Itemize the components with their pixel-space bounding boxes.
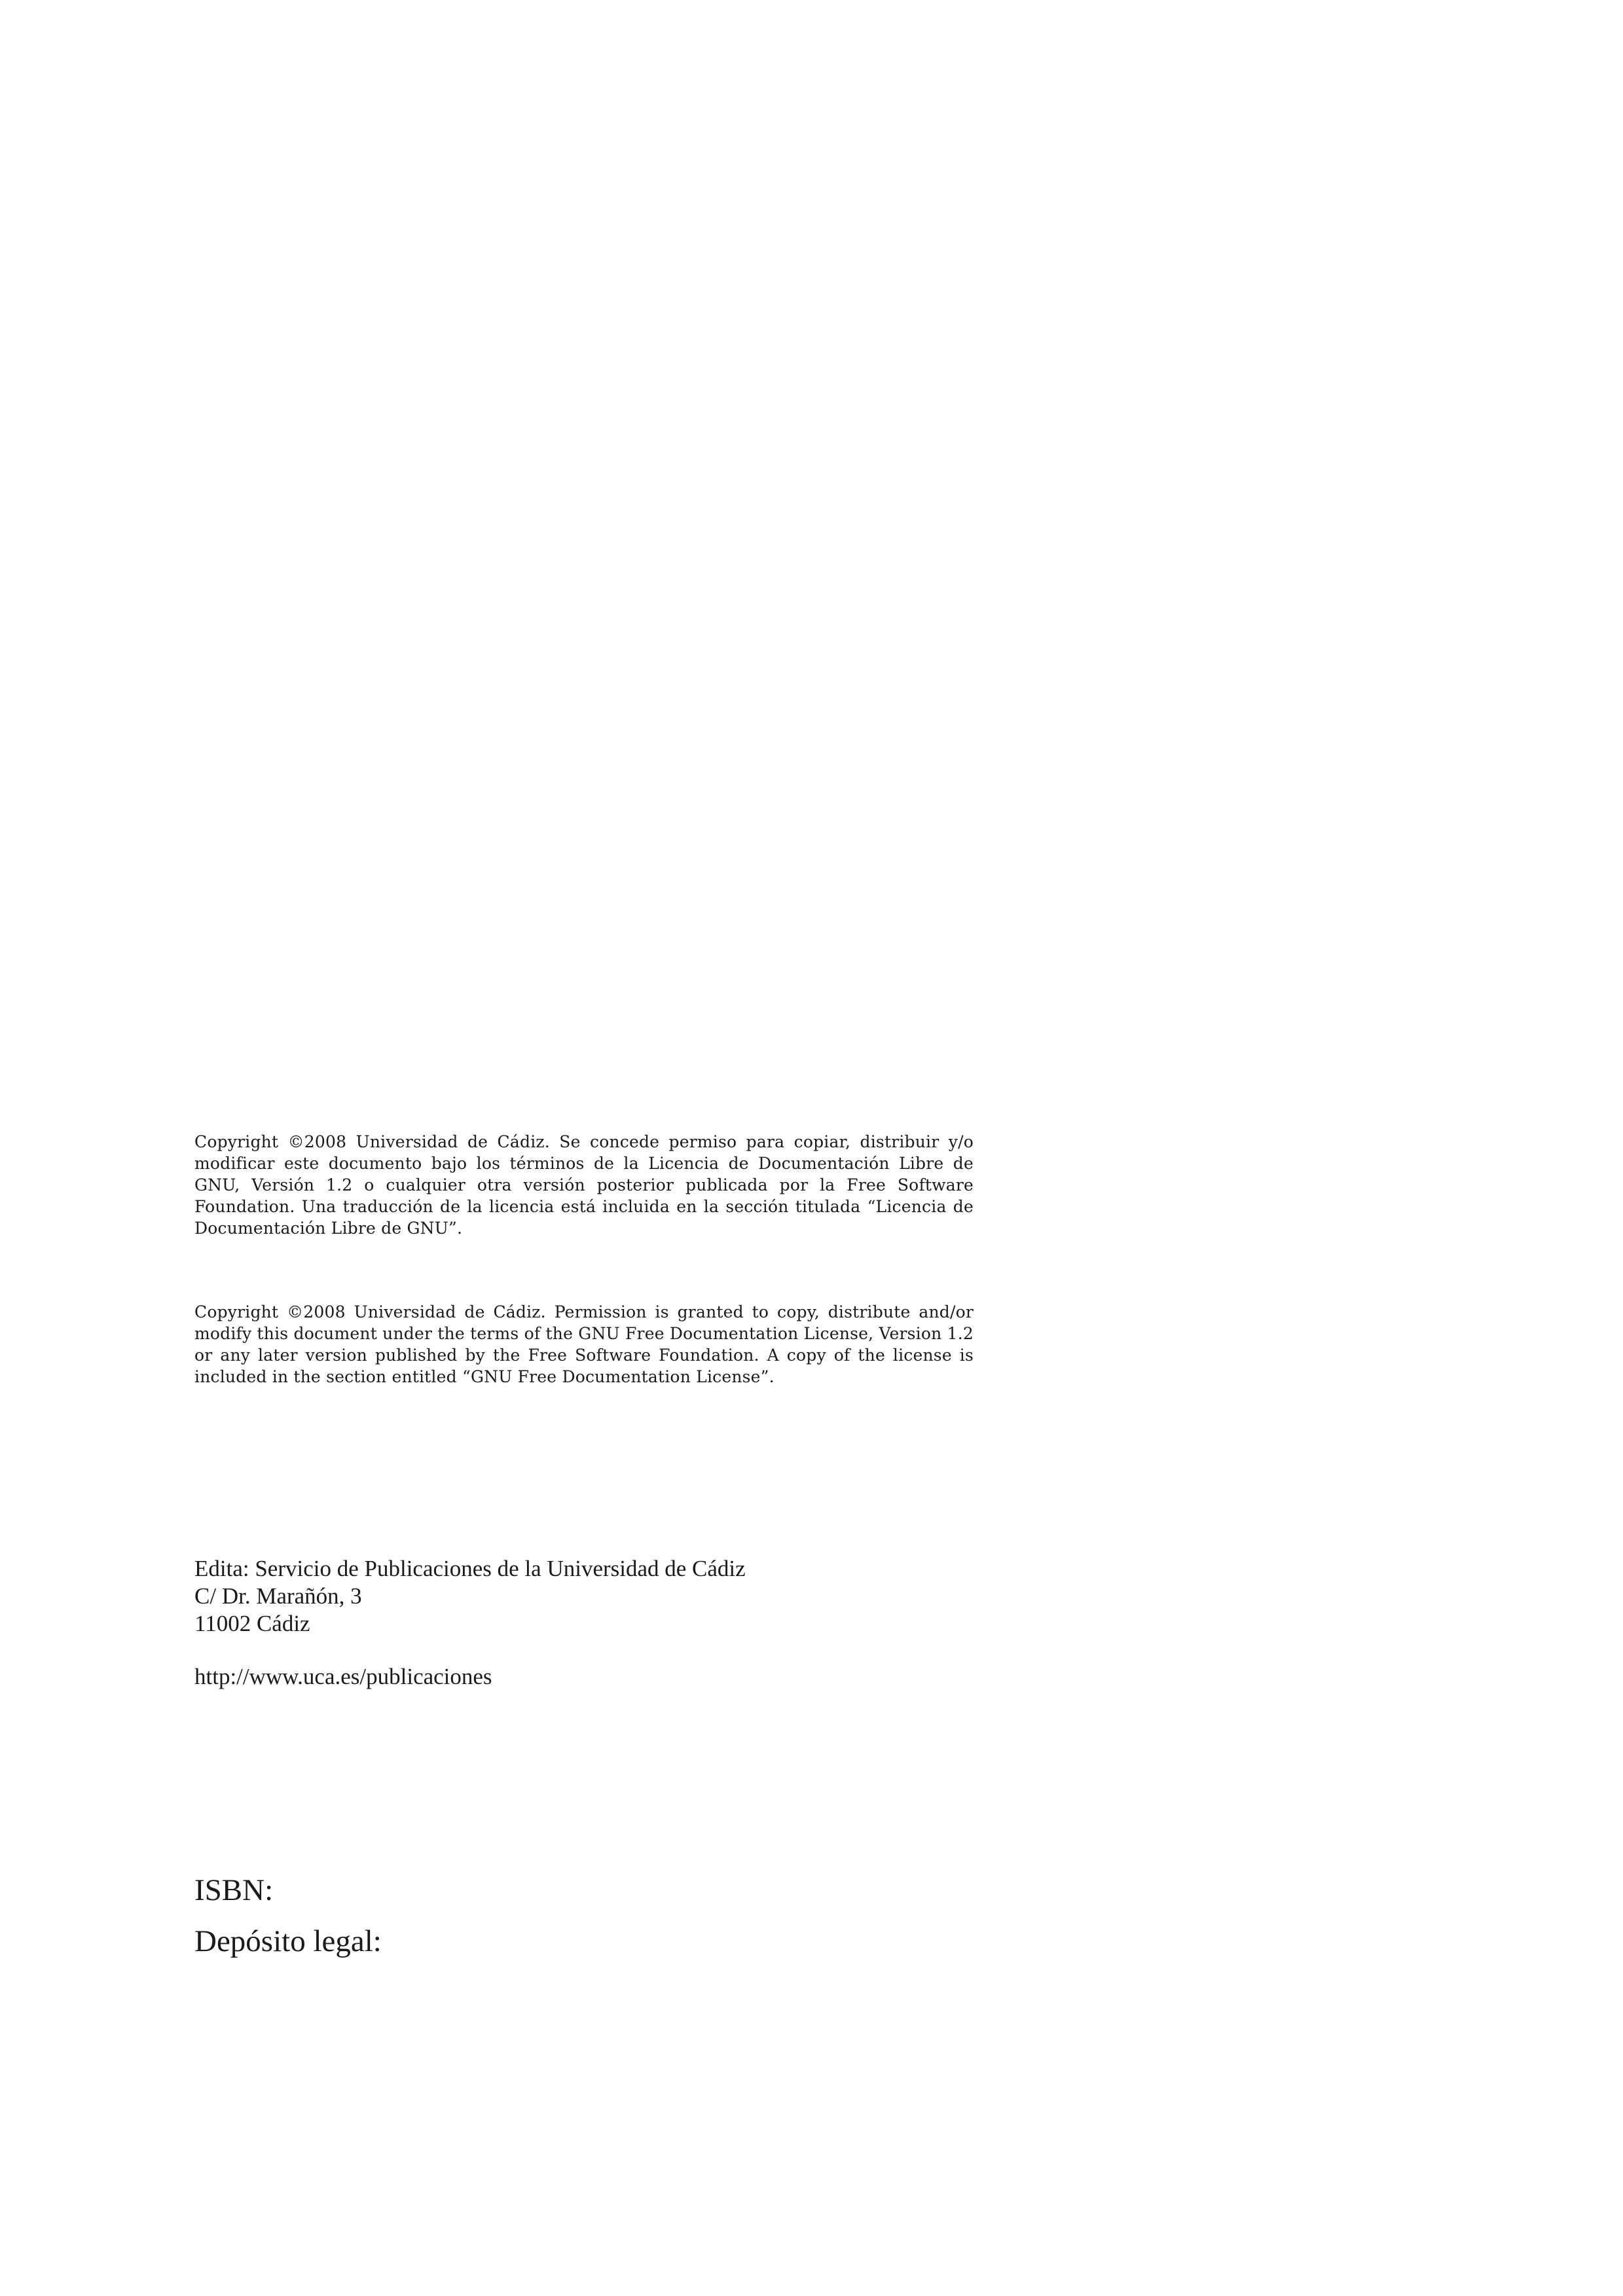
copyright-notice-spanish: Copyright ©2008 Universidad de Cádiz. Se concede permiso para copiar, distribuir y/o modificar este documento bajo los términos de la Licencia de Documentación Libre de GNU, Versión 1.2 o cualquier otra versión posterior publicada por la Free Software Foundation. Una traducción de la licencia está incluida en la sección titulada “Licencia de Documentación Libre de GNU”. [194,1132,974,1238]
publisher-name: Edita: Servicio de Publicaciones de la Universidad de Cádiz [194,1556,746,1581]
publisher-city: 11002 Cádiz [194,1611,310,1636]
copyright-notice-english: Copyright ©2008 Universidad de Cádiz. Permission is granted to copy, distribute and/or modify this document under the terms of the GNU Free Documentation License, Version 1.2 or any later version published by the Free Software Foundation. A copy of the license is included in the section entitled “GNU Free Documentation License”. [194,1302,974,1386]
deposito-legal-label: Depósito legal: [194,1924,382,1958]
isbn-label: ISBN: [194,1873,274,1907]
publisher-street: C/ Dr. Marañón, 3 [194,1583,362,1609]
publisher-info [194,1555,746,1691]
publisher-url[interactable]: http://www.uca.es/publicaciones [194,1664,492,1689]
